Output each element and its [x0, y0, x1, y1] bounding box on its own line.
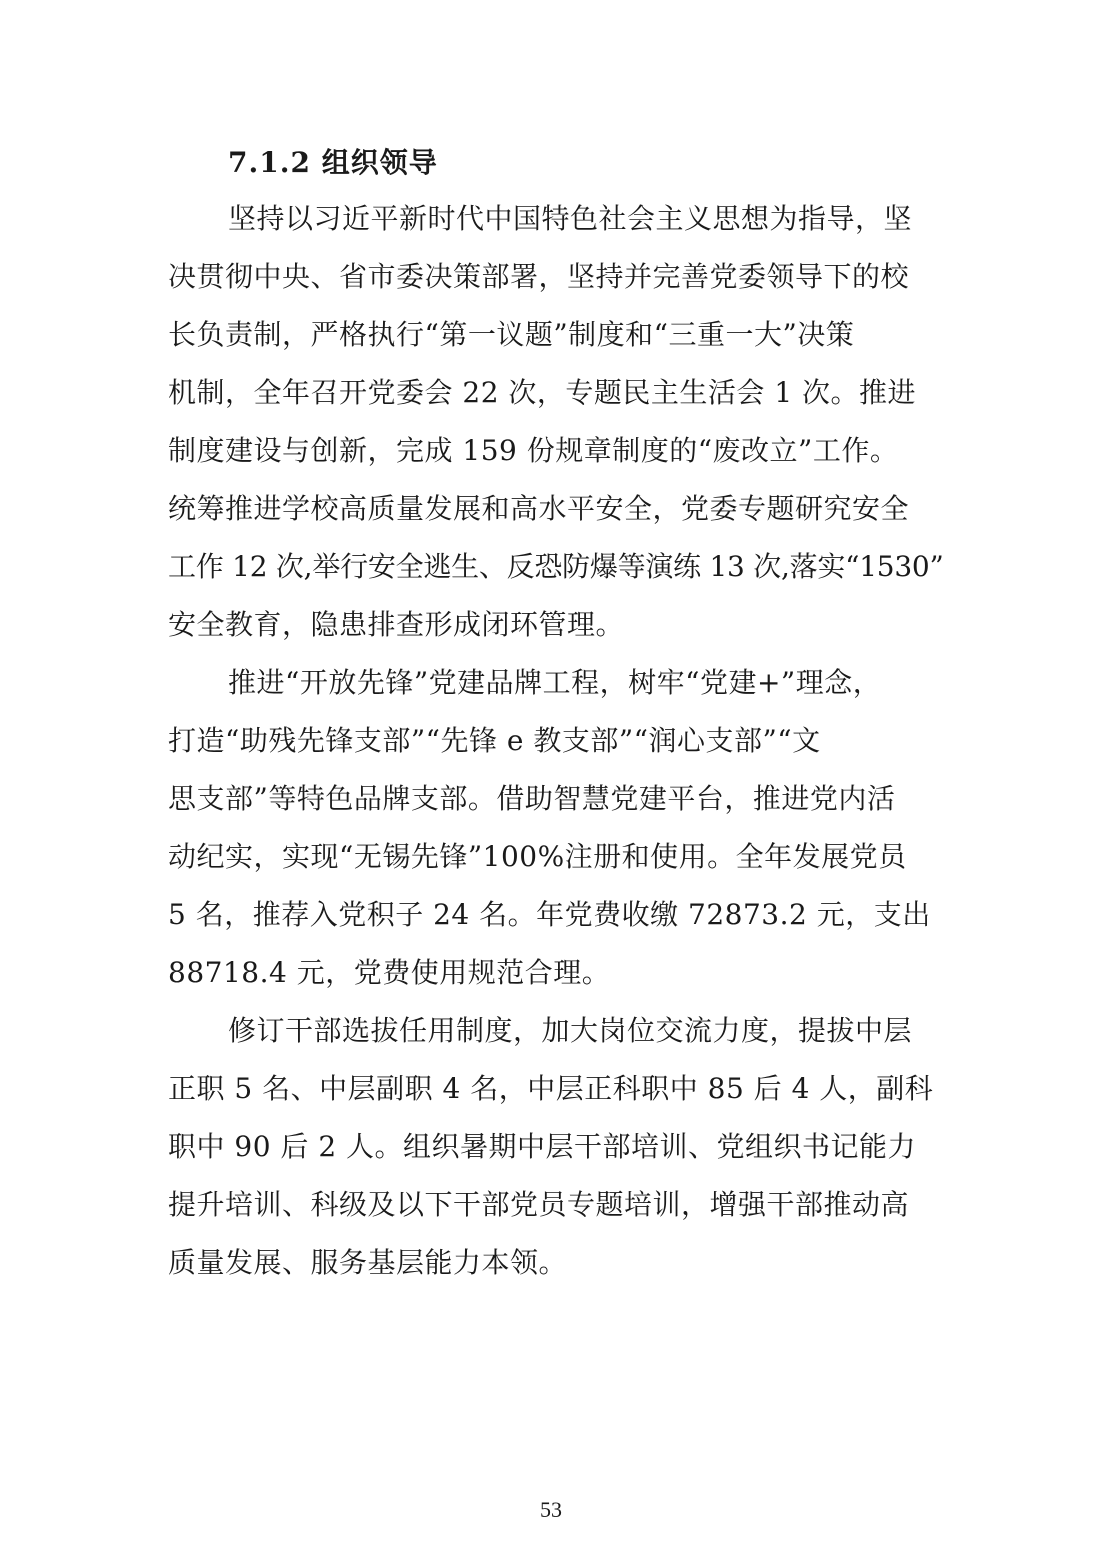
- paragraph-1-line-8: 安全教育，隐患排查形成闭环管理。: [168, 608, 625, 641]
- paragraph-2-line-6: 88718.4 元，党费使用规范合理。: [168, 956, 611, 989]
- paragraph-2-line-5: 5 名，推荐入党积子 24 名。年党费收缴 72873.2 元，支出: [168, 898, 931, 931]
- paragraph-1-line-7: 工作 12 次,举行安全逃生、反恐防爆等演练 13 次,落实“1530”: [168, 550, 944, 583]
- paragraph-1-line-3: 长负责制，严格执行“第一议题”制度和“三重一大”决策: [168, 318, 855, 351]
- paragraph-2-line-4: 动纪实，实现“无锡先锋”100%注册和使用。全年发展党员: [168, 840, 907, 873]
- paragraph-1-line-5: 制度建设与创新，完成 159 份规章制度的“废改立”工作。: [168, 434, 899, 467]
- paragraph-1-line-4: 机制，全年召开党委会 22 次，专题民主生活会 1 次。推进: [168, 376, 917, 409]
- paragraph-3-line-5: 质量发展、服务基层能力本领。: [168, 1246, 568, 1279]
- paragraph-3-line-4: 提升培训、科级及以下干部党员专题培训，增强干部推动高: [168, 1188, 910, 1221]
- paragraph-1-line-1: 坚持以习近平新时代中国特色社会主义思想为指导，坚: [228, 202, 913, 235]
- paragraph-3-line-2: 正职 5 名、中层副职 4 名，中层正科职中 85 后 4 人，副科: [168, 1072, 934, 1105]
- paragraph-2-line-1: 推进“开放先锋”党建品牌工程，树牢“党建+”理念，: [228, 666, 882, 699]
- paragraph-3-line-3: 职中 90 后 2 人。组织暑期中层干部培训、党组织书记能力: [168, 1130, 917, 1163]
- paragraph-3-line-1: 修订干部选拔任用制度，加大岗位交流力度，提拔中层: [228, 1014, 913, 1047]
- paragraph-1-line-2: 决贯彻中央、省市委决策部署，坚持并完善党委领导下的校: [168, 260, 910, 293]
- paragraph-2-line-3: 思支部”等特色品牌支部。借助智慧党建平台，推进党内活: [168, 782, 896, 815]
- page-number: 53: [540, 1497, 562, 1522]
- section-heading: 7.1.2 组织领导: [228, 146, 438, 179]
- paragraph-1-line-6: 统筹推进学校高质量发展和高水平安全，党委专题研究安全: [168, 492, 910, 525]
- paragraph-2-line-2: 打造“助残先锋支部”“先锋 e 教支部”“润心支部”“文: [168, 724, 821, 757]
